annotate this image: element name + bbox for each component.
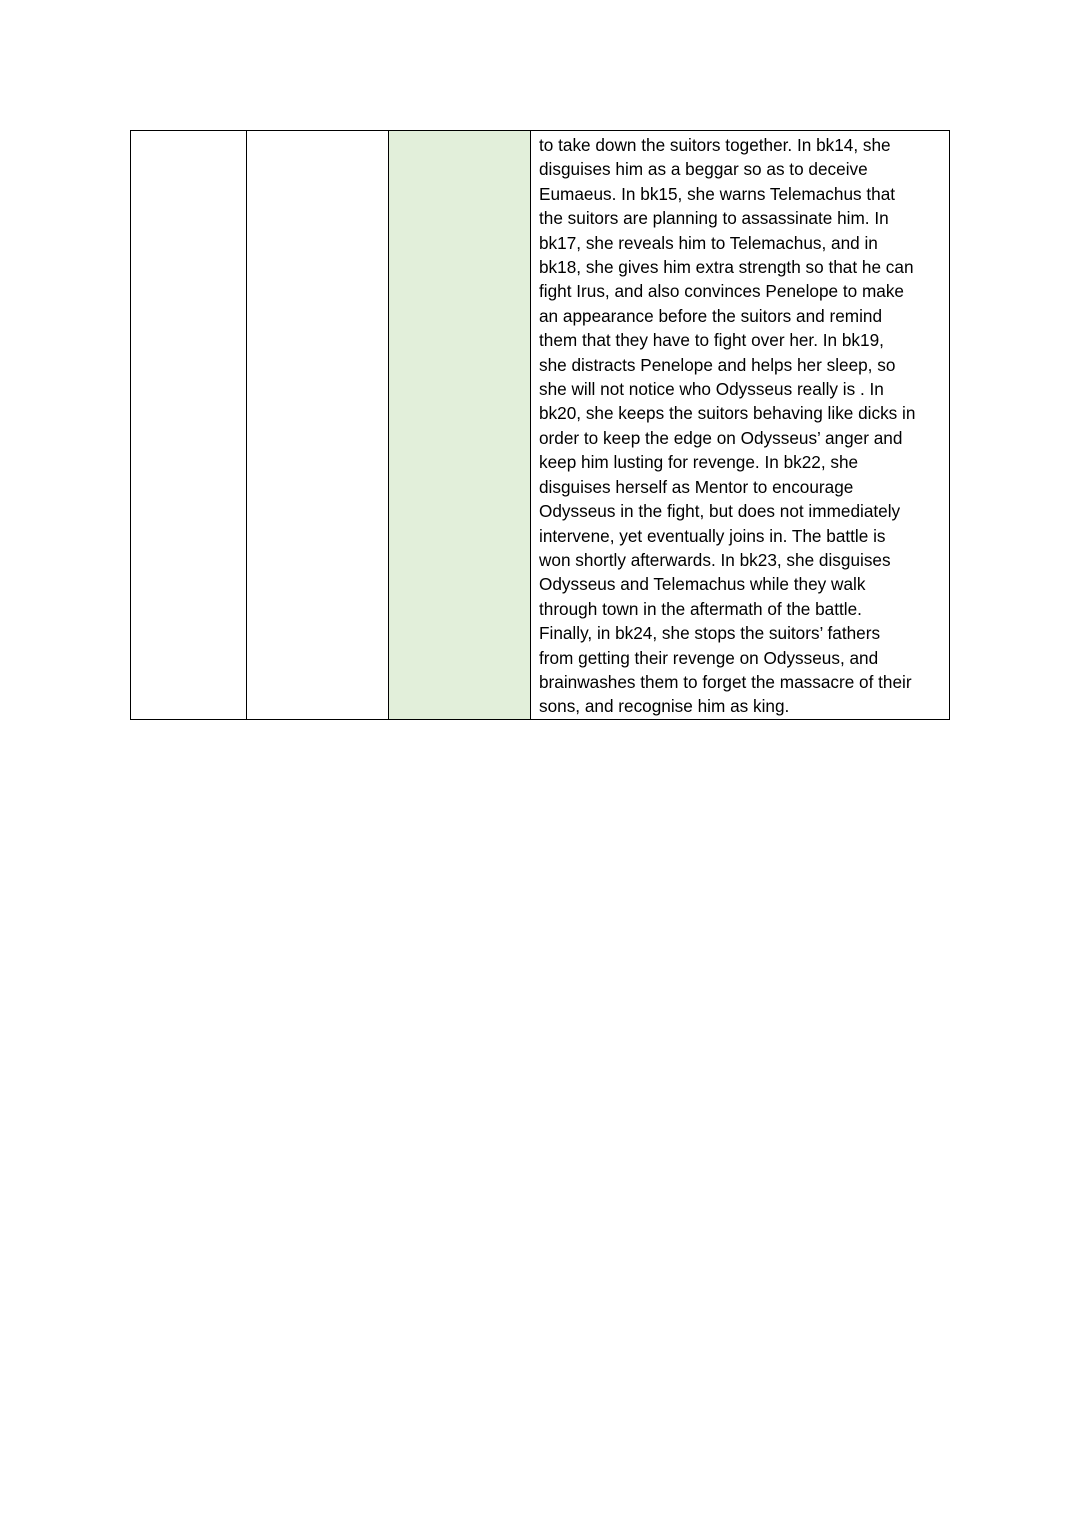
paragraph-line: through town in the aftermath of the battle.: [539, 598, 862, 619]
paragraph-line: disguises herself as Mentor to encourage: [539, 476, 854, 497]
paragraph-line: Eumaeus. In bk15, she warns Telemachus that: [539, 183, 896, 204]
paragraph-line: bk20, she keeps the suitors behaving like dicks in: [539, 403, 916, 424]
paragraph-line: from getting their revenge on Odysseus, and: [539, 647, 879, 668]
paragraph-line: intervene, yet eventually joins in. The battle is: [539, 525, 886, 546]
paragraph-line: bk17, she reveals him to Telemachus, and in: [539, 232, 878, 253]
paragraph-line: disguises him as a beggar so as to deceive: [539, 159, 868, 180]
paragraph-line: Odysseus in the fight, but does not immediately: [539, 501, 901, 522]
paragraph-line: order to keep the edge on Odysseus’ anger and: [539, 427, 903, 448]
cell-4-paragraph: [531, 131, 949, 719]
paragraph-line: Finally, in bk24, she stops the suitors’ fathers: [539, 623, 881, 644]
table-cell-4: [531, 131, 950, 720]
paragraph-line: the suitors are planning to assassinate him. In: [539, 208, 889, 229]
cell-3-text: [389, 131, 530, 133]
paragraph-line: sons, and recognise him as king.: [539, 696, 790, 717]
paragraph-line: she will not notice who Odysseus really is . In: [539, 379, 884, 400]
paragraph-line: them that they have to fight over her. In bk19,: [539, 330, 884, 351]
paragraph-line: brainwashes them to forget the massacre of their: [539, 671, 912, 692]
paragraph-line: won shortly afterwards. In bk23, she disguises: [539, 549, 891, 570]
paragraph-line: Odysseus and Telemachus while they walk: [539, 574, 866, 595]
table-row: [131, 131, 950, 720]
cell-1-text: [131, 131, 246, 133]
paragraph-line: an appearance before the suitors and remind: [539, 305, 883, 326]
paragraph-line: to take down the suitors together. In bk14, she: [539, 135, 891, 155]
table-cell-1: [131, 131, 247, 720]
paragraph-line: bk18, she gives him extra strength so that he can: [539, 257, 914, 278]
paragraph-line: keep him lusting for revenge. In bk22, she: [539, 452, 859, 473]
cell-2-text: [247, 131, 388, 133]
table-cell-2: [247, 131, 389, 720]
paragraph-line: she distracts Penelope and helps her sleep, so: [539, 354, 896, 375]
paragraph-line: fight Irus, and also convinces Penelope to make: [539, 281, 904, 302]
table-cell-3-shaded: [389, 131, 531, 720]
notes-table: [130, 130, 950, 720]
